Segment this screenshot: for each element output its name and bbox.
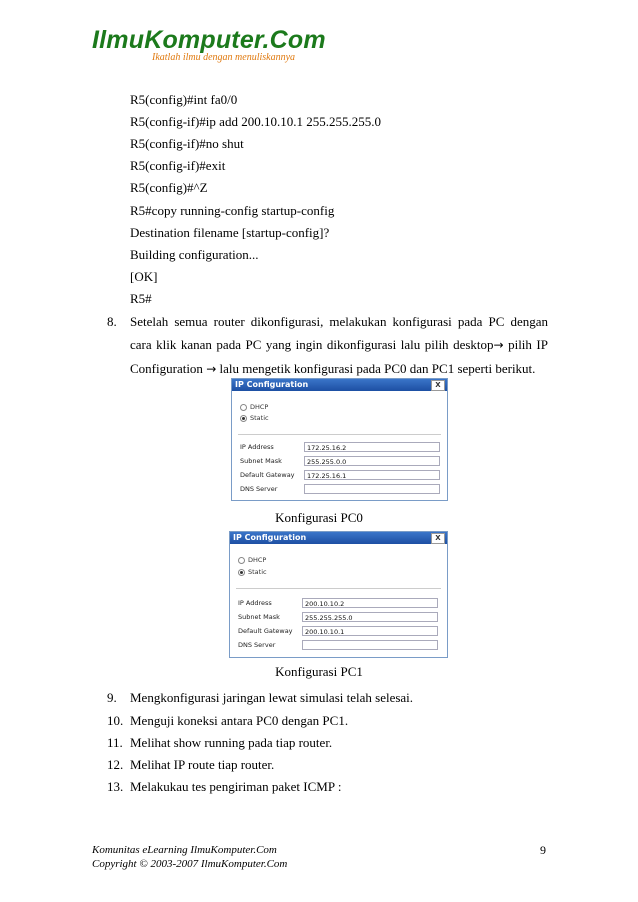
dns-server-label: DNS Server (238, 641, 276, 649)
radio-selected-icon (240, 415, 247, 422)
ip-address-label: IP Address (238, 599, 272, 607)
command-line: R5(config-if)#ip add 200.10.10.1 255.255.255.0 (130, 114, 381, 129)
radio-icon (240, 404, 247, 411)
dialog-titlebar (232, 379, 447, 391)
dns-server-label: DNS Server (240, 485, 278, 493)
step-8-part3: lalu mengetik konfigurasi pada PC0 dan PC1 seperti berikut. (216, 361, 536, 376)
static-radio[interactable] (238, 568, 267, 576)
radio-icon (238, 557, 245, 564)
dhcp-radio[interactable] (240, 403, 268, 411)
page-number: 9 (540, 843, 546, 857)
dhcp-radio[interactable] (238, 556, 266, 564)
command-line: R5(config-if)#exit (130, 158, 226, 173)
ip-config-dialog-pc1 (229, 531, 448, 658)
default-gateway-field[interactable]: 200.10.10.1 (302, 626, 438, 636)
arrow-right-icon: → (493, 338, 504, 352)
logo-text: IlmuKomputer.Com (92, 26, 326, 54)
subnet-mask-field[interactable]: 255.255.255.0 (302, 612, 438, 622)
static-label: Static (250, 414, 269, 422)
close-button[interactable]: X (431, 533, 445, 544)
command-line: R5# (130, 291, 152, 306)
footer-line-2: Copyright © 2003-2007 IlmuKomputer.Com (92, 858, 288, 870)
figure-caption: Konfigurasi PC0 (275, 510, 363, 525)
step-text: Mengkonfigurasi jaringan lewat simulasi telah selesai. (130, 690, 414, 705)
radio-selected-icon (238, 569, 245, 576)
step-text: Melihat IP route tiap router. (130, 757, 275, 772)
site-logo (92, 26, 326, 63)
default-gateway-label: Default Gateway (238, 627, 293, 635)
dialog-titlebar (230, 532, 447, 544)
divider (238, 434, 441, 435)
figure-caption: Konfigurasi PC1 (275, 664, 363, 679)
command-line: Building configuration... (130, 247, 259, 262)
step-8-part2: pilih IP Configuration (130, 337, 548, 376)
step-number: 13. (107, 779, 124, 794)
ip-config-dialog-pc0 (231, 378, 448, 501)
command-line: R5(config-if)#no shut (130, 136, 244, 151)
command-line: R5(config)#int fa0/0 (130, 92, 238, 107)
divider (236, 588, 441, 589)
ip-address-field[interactable]: 172.25.16.2 (304, 442, 440, 452)
dhcp-label: DHCP (248, 556, 267, 564)
subnet-mask-field[interactable]: 255.255.0.0 (304, 456, 440, 466)
command-line: R5#copy running-config startup-config (130, 203, 335, 218)
step-number: 12. (107, 757, 124, 772)
dns-server-field[interactable] (304, 484, 440, 494)
command-line: Destination filename [startup-config]? (130, 225, 330, 240)
static-radio[interactable] (240, 414, 269, 422)
default-gateway-label: Default Gateway (240, 471, 295, 479)
ip-address-field[interactable]: 200.10.10.2 (302, 598, 438, 608)
step-text: Menguji koneksi antara PC0 dengan PC1. (130, 713, 349, 728)
dhcp-label: DHCP (250, 403, 269, 411)
dialog-title: IP Configuration (233, 533, 307, 542)
logo-tagline: Ikatlah ilmu dengan menuliskannya (152, 52, 296, 63)
default-gateway-field[interactable]: 172.25.16.1 (304, 470, 440, 480)
subnet-mask-label: Subnet Mask (240, 457, 282, 465)
step-text: Melakukau tes pengiriman paket ICMP : (130, 779, 342, 794)
command-line: [OK] (130, 269, 158, 284)
close-button[interactable]: X (431, 380, 445, 391)
step-number: 9. (107, 690, 117, 705)
static-label: Static (248, 568, 267, 576)
ip-address-label: IP Address (240, 443, 274, 451)
footer-line-1: Komunitas eLearning IlmuKomputer.Com (92, 844, 277, 856)
dialog-title: IP Configuration (235, 380, 309, 389)
arrow-right-icon: → (206, 362, 217, 376)
step-number: 8. (107, 314, 117, 329)
dns-server-field[interactable] (302, 640, 438, 650)
step-8-part1: Setelah semua router dikonfigurasi, melakukan konfigurasi pada PC dengan cara klik kanan pada PC yang ingin dikonfigurasi lalu pilih desktop (130, 314, 548, 352)
step-number: 11. (107, 735, 123, 750)
step-number: 10. (107, 713, 124, 728)
step-text: Melihat show running pada tiap router. (130, 735, 333, 750)
command-line: R5(config)#^Z (130, 180, 208, 195)
subnet-mask-label: Subnet Mask (238, 613, 280, 621)
step-8-text (130, 310, 548, 381)
